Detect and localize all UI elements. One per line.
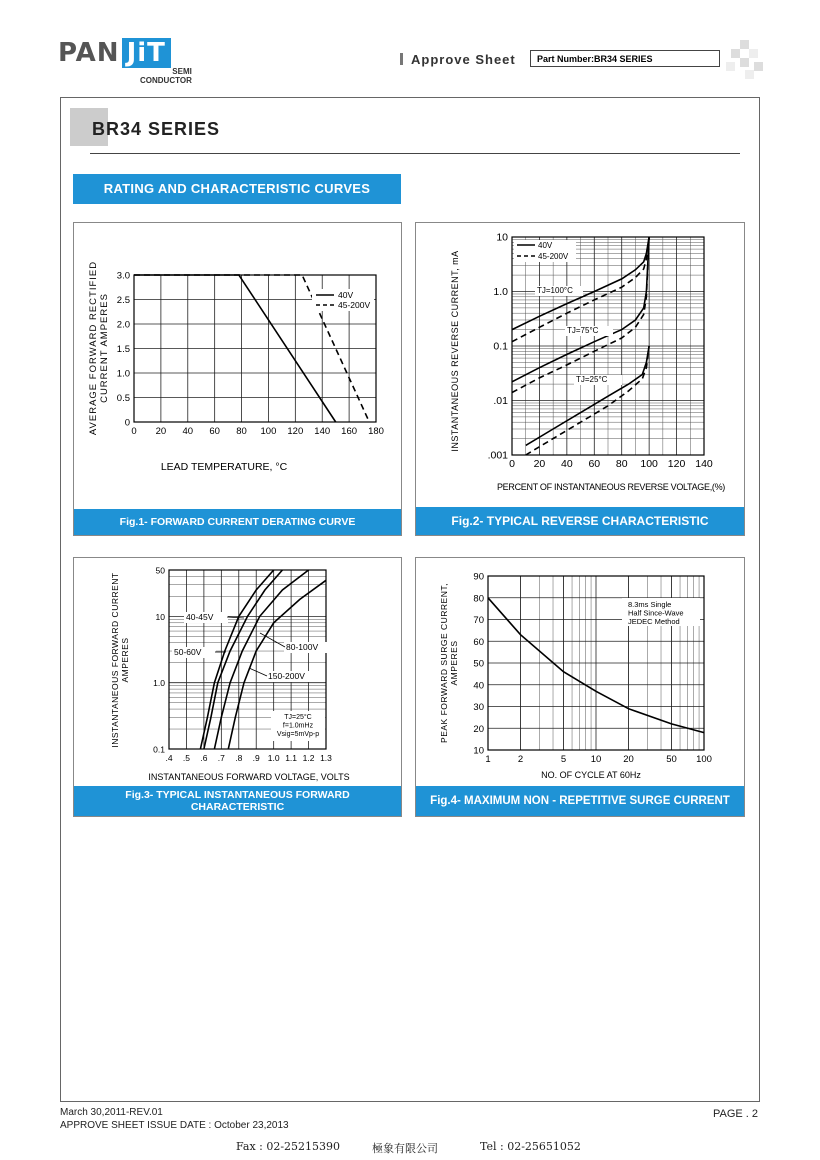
x-tick-label: 100 — [260, 426, 277, 437]
y-tick-label: 10 — [473, 745, 484, 757]
x-tick-label: 60 — [588, 458, 601, 470]
logo-subtitle — [140, 67, 192, 85]
x-tick-label: .5 — [182, 753, 190, 763]
y-tick-label: 0.1 — [493, 340, 508, 353]
annotation-temp: TJ=75°C — [567, 326, 599, 335]
fig2-panel — [415, 222, 745, 536]
x-tick-label: 0 — [509, 458, 515, 470]
x-tick-label: 160 — [341, 426, 358, 437]
x-tick-label: .9 — [252, 753, 260, 763]
legend-label-40v: 40V — [538, 241, 553, 250]
y-tick-label: 3.0 — [116, 270, 130, 282]
fig3-caption: Fig.3- TYPICAL INSTANTANEOUS FORWARD CHARACTERISTIC — [74, 786, 401, 816]
x-tick-label: 100 — [640, 458, 658, 470]
fax-number: Fax : 02-25215390 — [236, 1140, 341, 1153]
issue-date: APPROVE SHEET ISSUE DATE : October 23,2013 — [60, 1120, 289, 1131]
x-axis-label: LEAD TEMPERATURE, °C — [160, 461, 288, 473]
company-name: 極象有限公司 — [372, 1142, 438, 1155]
leader-line — [227, 617, 244, 618]
fig2-chart — [416, 223, 744, 507]
x-tick-label: 140 — [695, 458, 713, 470]
y-axis-label: INSTANTANEOUS FORWARD CURRENT — [110, 572, 120, 748]
y-tick-label: .001 — [487, 449, 508, 462]
x-tick-label: 1.1 — [285, 753, 298, 763]
approve-sheet-label: Approve Sheet — [400, 52, 516, 67]
x-tick-label: 60 — [209, 426, 220, 437]
annotation-temp: TJ=100°C — [537, 286, 573, 295]
y-tick-label: 70 — [473, 615, 484, 626]
x-tick-label: 5 — [560, 754, 567, 765]
x-tick-label: 20 — [533, 458, 546, 470]
x-tick-label: 120 — [287, 426, 304, 437]
y-tick-label: 10 — [155, 611, 165, 622]
section-heading: RATING AND CHARACTERISTIC CURVES — [73, 174, 401, 204]
company-logo — [58, 38, 171, 68]
annotation-condition: f=1.0mHz — [282, 722, 314, 730]
fig1-caption: Fig.1- FORWARD CURRENT DERATING CURVE — [74, 509, 401, 535]
legend-label-45-200v: 45-200V — [338, 300, 371, 310]
x-axis-label: INSTANTANEOUS FORWARD VOLTAGE, VOLTS — [148, 772, 350, 782]
fig4-panel — [415, 557, 745, 817]
x-tick-label: 1.2 — [302, 753, 315, 763]
x-tick-label: .6 — [200, 753, 208, 763]
annotation-method: 8.3ms Single — [628, 600, 672, 609]
annotation-temp: TJ=25°C — [576, 375, 608, 384]
x-tick-label: 140 — [314, 426, 331, 437]
x-tick-label: 100 — [696, 754, 712, 765]
y-axis-label: CURRENT AMPERES — [99, 293, 110, 403]
y-tick-label: 80 — [473, 593, 484, 605]
y-tick-label: 2.0 — [116, 319, 130, 331]
series-line — [204, 570, 283, 749]
x-tick-label: 20 — [623, 754, 634, 765]
x-tick-label: 20 — [155, 426, 167, 437]
legend-label-40v: 40V — [338, 290, 354, 300]
x-tick-label: 80 — [615, 458, 628, 470]
fig2-caption: Fig.2- TYPICAL REVERSE CHARACTERISTIC — [416, 507, 744, 535]
y-tick-label: 0.1 — [153, 744, 165, 755]
y-tick-label: 0.5 — [116, 393, 130, 404]
y-tick-label: 10 — [496, 231, 508, 244]
series-line — [200, 570, 273, 749]
fig4-chart — [416, 558, 744, 786]
series-label: 80-100V — [286, 642, 319, 652]
x-axis-label: PERCENT OF INSTANTANEOUS REVERSE VOLTAGE,(%) — [496, 482, 726, 492]
y-axis-label: AMPERES — [120, 637, 130, 683]
y-tick-label: 40 — [473, 680, 484, 692]
y-axis-label: PEAK FORWARD SURGE CURRENT, — [439, 583, 449, 743]
y-tick-label: 20 — [473, 723, 484, 735]
y-tick-label: .01 — [493, 395, 508, 407]
x-tick-label: 180 — [368, 426, 384, 437]
y-axis-label: AMPERES — [449, 640, 459, 686]
x-tick-label: 120 — [667, 458, 686, 470]
logo-sub-semi: SEMI — [172, 67, 192, 76]
part-number-box: Part Number:BR34 SERIES — [530, 50, 720, 67]
fig3-panel — [73, 557, 402, 817]
x-tick-label: 2 — [517, 754, 524, 765]
y-tick-label: 30 — [473, 702, 484, 713]
y-tick-label: 1.0 — [153, 678, 165, 689]
x-tick-label: 1.3 — [320, 753, 332, 763]
x-tick-label: .4 — [165, 753, 173, 763]
y-axis-label: INSTANTANEOUS REVERSE CURRENT, mA — [450, 250, 460, 452]
x-tick-label: 50 — [666, 754, 677, 765]
series-line — [526, 346, 649, 445]
x-axis-label: NO. OF CYCLE AT 60Hz — [541, 770, 641, 780]
fig3-chart — [74, 558, 401, 786]
logo-text: PAN — [58, 38, 120, 68]
annotation-condition: Vsig=5mVp-p — [276, 731, 320, 738]
annotation-condition: TJ=25°C — [284, 714, 312, 721]
logo-box: JiT — [122, 38, 171, 68]
y-tick-label: 1.0 — [116, 368, 130, 380]
x-tick-label: 10 — [590, 754, 602, 765]
series-label: 150-200V — [268, 671, 305, 681]
tel-number: Tel : 02-25651052 — [480, 1140, 581, 1153]
x-tick-label: 40 — [561, 458, 573, 470]
x-tick-label: .7 — [217, 753, 225, 763]
page-number: PAGE . 2 — [713, 1108, 759, 1120]
annotation-method: JEDEC Method — [628, 617, 680, 626]
x-tick-label: 1 — [485, 754, 491, 765]
annotation-method: Half Since-Wave — [628, 608, 684, 618]
y-axis-label: AVERAGE FORWARD RECTIFIED — [88, 260, 99, 436]
series-label: 50-60V — [174, 647, 202, 657]
fig1-chart — [74, 223, 401, 513]
y-tick-label: 1.0 — [493, 286, 508, 298]
fig4-caption: Fig.4- MAXIMUM NON - REPETITIVE SURGE CURRENT — [416, 786, 744, 816]
y-tick-label: 90 — [473, 571, 484, 583]
title-divider — [90, 153, 740, 154]
fig1-panel — [73, 222, 402, 536]
decorative-squares — [726, 40, 766, 80]
x-tick-label: .8 — [235, 753, 243, 763]
x-tick-label: 40 — [182, 426, 194, 437]
page-title: BR34 SERIES — [92, 119, 221, 139]
leader-line — [249, 668, 267, 676]
y-tick-label: 2.5 — [116, 295, 130, 306]
y-tick-label: 50 — [473, 658, 484, 670]
y-tick-label: 0 — [124, 417, 130, 429]
y-tick-label: 60 — [473, 636, 484, 648]
x-tick-label: 0 — [131, 426, 137, 437]
logo-sub-conductor: CONDUCTOR — [140, 76, 192, 85]
x-tick-label: 1.0 — [267, 753, 280, 763]
x-tick-label: 80 — [236, 426, 247, 437]
legend-label-45-200v: 45-200V — [538, 252, 569, 261]
revision-date: March 30,2011-REV.01 — [60, 1107, 163, 1118]
series-label: 40-45V — [186, 612, 214, 622]
y-tick-label: 50 — [155, 565, 165, 576]
y-tick-label: 1.5 — [116, 344, 130, 355]
